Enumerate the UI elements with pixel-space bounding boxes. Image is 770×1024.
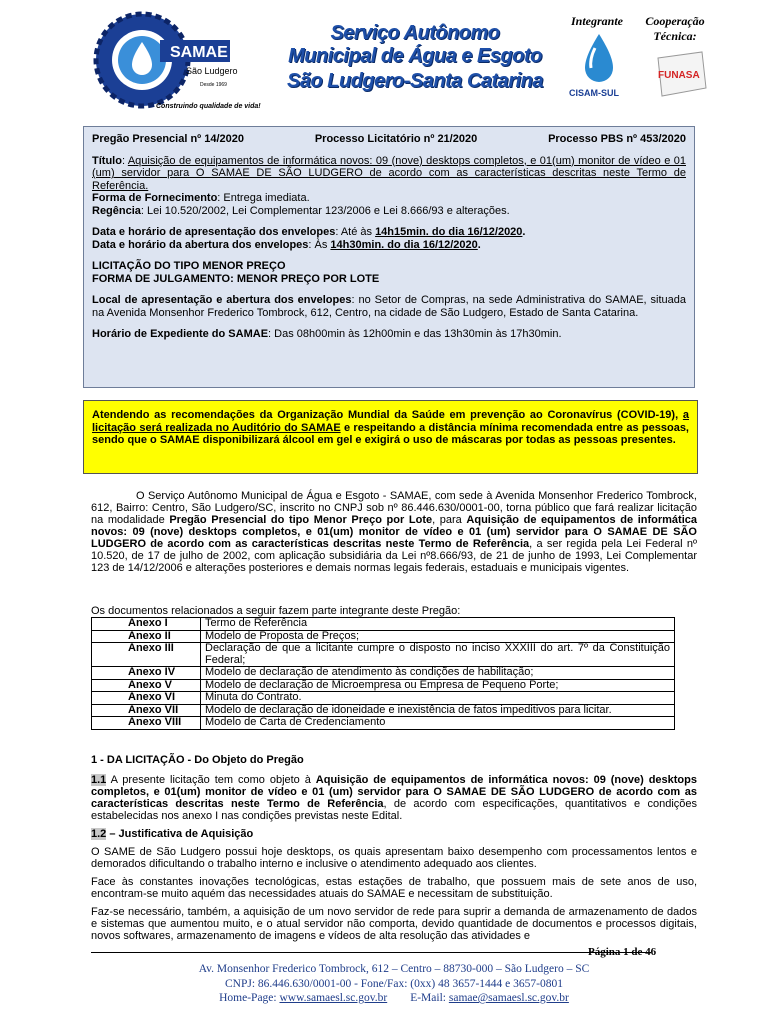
item-1-1-number: 1.1	[91, 774, 107, 786]
anexo-description: Minuta do Contrato.	[201, 692, 675, 705]
anexo-key: Anexo II	[92, 630, 201, 643]
intro-paragraph	[91, 490, 697, 574]
apresentacao-label: Data e horário de apresentação dos envelopes	[92, 226, 336, 238]
section-1	[91, 754, 697, 942]
footer-address: Av. Monsenhor Frederico Tombrock, 612 – Centro – 88730-000 – São Ludgero – SC	[198, 963, 590, 975]
edital-info-box	[83, 126, 695, 388]
anexo-row	[92, 704, 675, 717]
intro-bold-1: Pregão Presencial do tipo Menor Preço por Lote	[169, 514, 433, 526]
email-link[interactable]: samae@samaesl.sc.gov.br	[448, 992, 569, 1004]
apresentacao-value: 14h15min. do dia 16/12/2020	[375, 226, 523, 238]
apresentacao-pre: : Até às	[335, 226, 376, 238]
regencia-text: : Lei 10.520/2002, Lei Complementar 123/2006 e Lei 8.666/93 e alterações.	[140, 204, 510, 217]
logo-city: São Ludgero	[186, 66, 238, 76]
cisam-label: CISAM-SUL	[569, 88, 619, 98]
intro-bold-2: Aquisição de equipamentos de informática novos: 09 (nove) desktops completos, e 01(um) monitor de vídeo e 01 (um) servidor para O SAMAE DE SÃO LUDGERO de acordo com as características descritas neste Termo de Referência	[91, 514, 697, 550]
section-1-heading: 1 - DA LICITAÇÃO - Do Objeto do Pregão	[91, 754, 304, 766]
covid-part1: Atendendo as recomendações da Organização Mundial da Saúde em prevenção ao Coronavírus (COVID-19),	[92, 409, 683, 421]
footer	[91, 962, 697, 1006]
item-1-2-heading: – Justificativa de Aquisição	[106, 828, 254, 840]
intro-text-1: O Serviço Autônomo Municipal de Água e Esgoto - SAMAE, com sede à Avenida Monsenhor Frederico Tombrock, 612, Bairro: Centro, São Ludgero/SC, inscrito no CNPJ sob nº 86.446.630/0001-00, torna público que fará realizar licitação na modalidade	[91, 490, 697, 526]
anexo-description: Modelo de Carta de Credenciamento	[201, 717, 675, 730]
tipo-licitacao: LICITAÇÃO DO TIPO MENOR PREÇO	[92, 260, 286, 272]
anexos-section	[91, 605, 697, 730]
item-1-2-number: 1.2	[91, 828, 107, 840]
abertura-paragraph: Data e horário da abertura dos envelopes: Às 14h30min. do dia 16/12/2020.	[92, 238, 481, 251]
item-1-1-text-a: A presente licitação tem como objeto à	[106, 774, 316, 786]
horario-paragraph	[92, 328, 686, 341]
item-1-1-text-b: , de acordo com especificações, quantitativos e condições estabelecidas nos anexo I nas condições previstas neste Edital.	[91, 798, 697, 822]
forma-paragraph	[92, 192, 686, 205]
funasa-label: FUNASA	[658, 70, 700, 81]
anexo-key: Anexo I	[92, 618, 201, 631]
anexo-key: Anexo VI	[92, 692, 201, 705]
abertura-label: Data e horário da abertura dos envelopes	[92, 238, 309, 251]
apresentacao-paragraph: Data e horário de apresentação dos envelopes: Até às 14h15min. do dia 16/12/2020.	[92, 226, 526, 238]
anexo-key: Anexo IV	[92, 667, 201, 680]
logo-since: Desde 1969	[200, 82, 227, 88]
process-numbers-row	[92, 133, 686, 146]
anexo-row	[92, 692, 675, 705]
justificativa-3: Faz-se necessário, também, a aquisição de um novo servidor de rede para suprir a demanda de armazenamento de dados e sistemas que aumentou muito, e o atual servidor não comporta, devido quantidade de documentos e processos digitais, novos softwares, armazenamento de imagens e vídeos de alta resolução das atividades e	[91, 906, 697, 942]
abertura-pre: : Às	[308, 238, 331, 251]
anexo-description: Modelo de declaração de idoneidade e inexistência de fatos impeditivos para licitar.	[201, 704, 675, 717]
logo-slogan: Construindo qualidade de vida!	[156, 103, 261, 110]
pregao-number: Pregão Presencial nº 14/2020	[92, 133, 244, 145]
justificativa-1: O SAME de São Ludgero possui hoje desktops, os quais apresentam baixo desempenho com processamentos lentos e demorados dificultando o trabalho interno e inclusive o atendimento adequado aos clientes.	[91, 846, 697, 870]
org-title-line1: Serviço Autônomo Municipal de Água e Esgoto	[288, 22, 542, 67]
abertura-value: 14h30min. do dia 16/12/2020	[330, 238, 478, 251]
forma-text: : Entrega imediata.	[217, 192, 310, 204]
footer-contact: CNPJ: 86.446.630/0001-00 - Fone/Fax: (0xx) 48 3657-1444 e 3657-0801	[225, 977, 563, 990]
forma-label: Forma de Fornecimento	[92, 192, 218, 204]
horario-label: Horário de Expediente do SAMAE	[92, 328, 269, 340]
anexos-table	[91, 617, 675, 730]
forma-julgamento: FORMA DE JULGAMENTO: MENOR PREÇO POR LOTE	[92, 272, 380, 285]
page-number: Página 1 de 46	[588, 946, 657, 958]
covid-part2: a licitação será realizada no Auditório do SAMAE	[92, 409, 689, 434]
covid-notice	[83, 400, 698, 474]
local-label: Local de apresentação e abertura dos envelopes	[92, 294, 352, 306]
covid-part3: e respeitando a distância mínima recomendada entre as pessoas, sendo que o SAMAE disponibilizará álcool em gel e exigirá o uso de máscaras por todas as pessoas presentes.	[92, 421, 689, 446]
anexo-key: Anexo V	[92, 679, 201, 692]
cooperacao-label: Cooperação Técnica:	[645, 14, 705, 43]
anexo-key: Anexo III	[92, 643, 201, 667]
item-1-1-bold: Aquisição de equipamentos de informática novos: 09 (nove) desktops completos, e 01(um) monitor de vídeo e 01 (um) servidor para O SAMAE DE SÃO LUDGERO de acordo com as características descritas neste Termo de Referência	[91, 774, 697, 810]
anexo-row	[92, 679, 675, 692]
processo-number: Processo Licitatório nº 21/2020	[314, 133, 478, 145]
footer-divider	[91, 952, 651, 953]
funasa-logo	[652, 48, 710, 102]
intro-text-3: , a ser regida pela Lei Federal nº 10.520, de 17 de julho de 2002, com aplicação subsidiária da Lei nº8.666/93, de 21 de junho de 1993, Lei Complementar 123 de 14/12/2006 e alterações posteriores e demais normas legais federais, estaduais e municipais vigentes.	[91, 538, 697, 574]
anexo-row	[92, 667, 675, 680]
anexo-key: Anexo VIII	[92, 717, 201, 730]
anexo-row	[92, 717, 675, 730]
item-1-2	[91, 828, 697, 840]
local-text: : no Setor de Compras, na sede Administrativa do SAMAE, situada na Avenida Monsenhor Frederico Tombrock, 612, Centro, na cidade de São Ludgero, Estado de Santa Catarina.	[92, 294, 686, 319]
logo-name: SAMAE	[170, 44, 228, 61]
anexo-row	[92, 643, 675, 667]
titulo-paragraph: Título: Aquisição de equipamentos de informática novos: 09 (nove) desktops completos, e 01(um) monitor de vídeo e 01 (um) servidor para O SAMAE DE SÃO LUDGERO de acordo com as características descritas neste Termo de Referência.	[92, 154, 686, 192]
local-paragraph	[92, 294, 686, 319]
home-label: Home-Page:	[219, 992, 280, 1004]
samae-logo	[90, 8, 265, 116]
intro-text-2: , para	[432, 514, 467, 526]
item-1-1	[91, 774, 697, 822]
homepage-link[interactable]: www.samaesl.sc.gov.br	[279, 992, 388, 1004]
regencia-label: Regência	[92, 204, 141, 217]
cisam-logo	[565, 28, 633, 100]
anexo-key: Anexo VII	[92, 704, 201, 717]
footer-web	[91, 991, 697, 1006]
anexo-row	[92, 618, 675, 631]
titulo-label: Título	[92, 154, 122, 167]
pbs-number: Processo PBS nº 453/2020	[548, 133, 686, 145]
anexo-description: Termo de Referência	[201, 618, 675, 631]
anexos-intro: Os documentos relacionados a seguir fazem parte integrante deste Pregão:	[91, 605, 461, 617]
anexo-description: Modelo de declaração de atendimento às condições de habilitação;	[201, 667, 675, 680]
horario-text: : Das 08h00min às 12h00min e das 13h30min às 17h30min.	[268, 328, 562, 340]
regencia-paragraph	[92, 205, 686, 218]
integrante-label: Integrante	[570, 14, 623, 28]
anexo-description: Modelo de Proposta de Preços;	[201, 630, 675, 643]
anexo-description: Declaração de que a licitante cumpre o disposto no inciso XXXIII do art. 7º da Constituição Federal;	[201, 643, 675, 667]
anexo-description: Modelo de declaração de Microempresa ou Empresa de Pequeno Porte;	[201, 679, 675, 692]
org-title-line2: São Ludgero-Santa Catarina	[287, 70, 543, 92]
titulo-text: Aquisição de equipamentos de informática novos: 09 (nove) desktops completos, e 01(um) monitor de vídeo e 01 (um) servidor para O SAMAE DE SÃO LUDGERO de acordo com as características descritas neste Termo de Referência.	[92, 154, 686, 192]
email-label: E-Mail:	[410, 992, 449, 1004]
anexo-row	[92, 630, 675, 643]
justificativa-2: Face às constantes inovações tecnológicas, estas estações de trabalho, que possuem mais de sete anos de uso, encontram-se muito aquém das necessidades atuais do SAMAE e necessitam de substituição.	[91, 876, 697, 900]
